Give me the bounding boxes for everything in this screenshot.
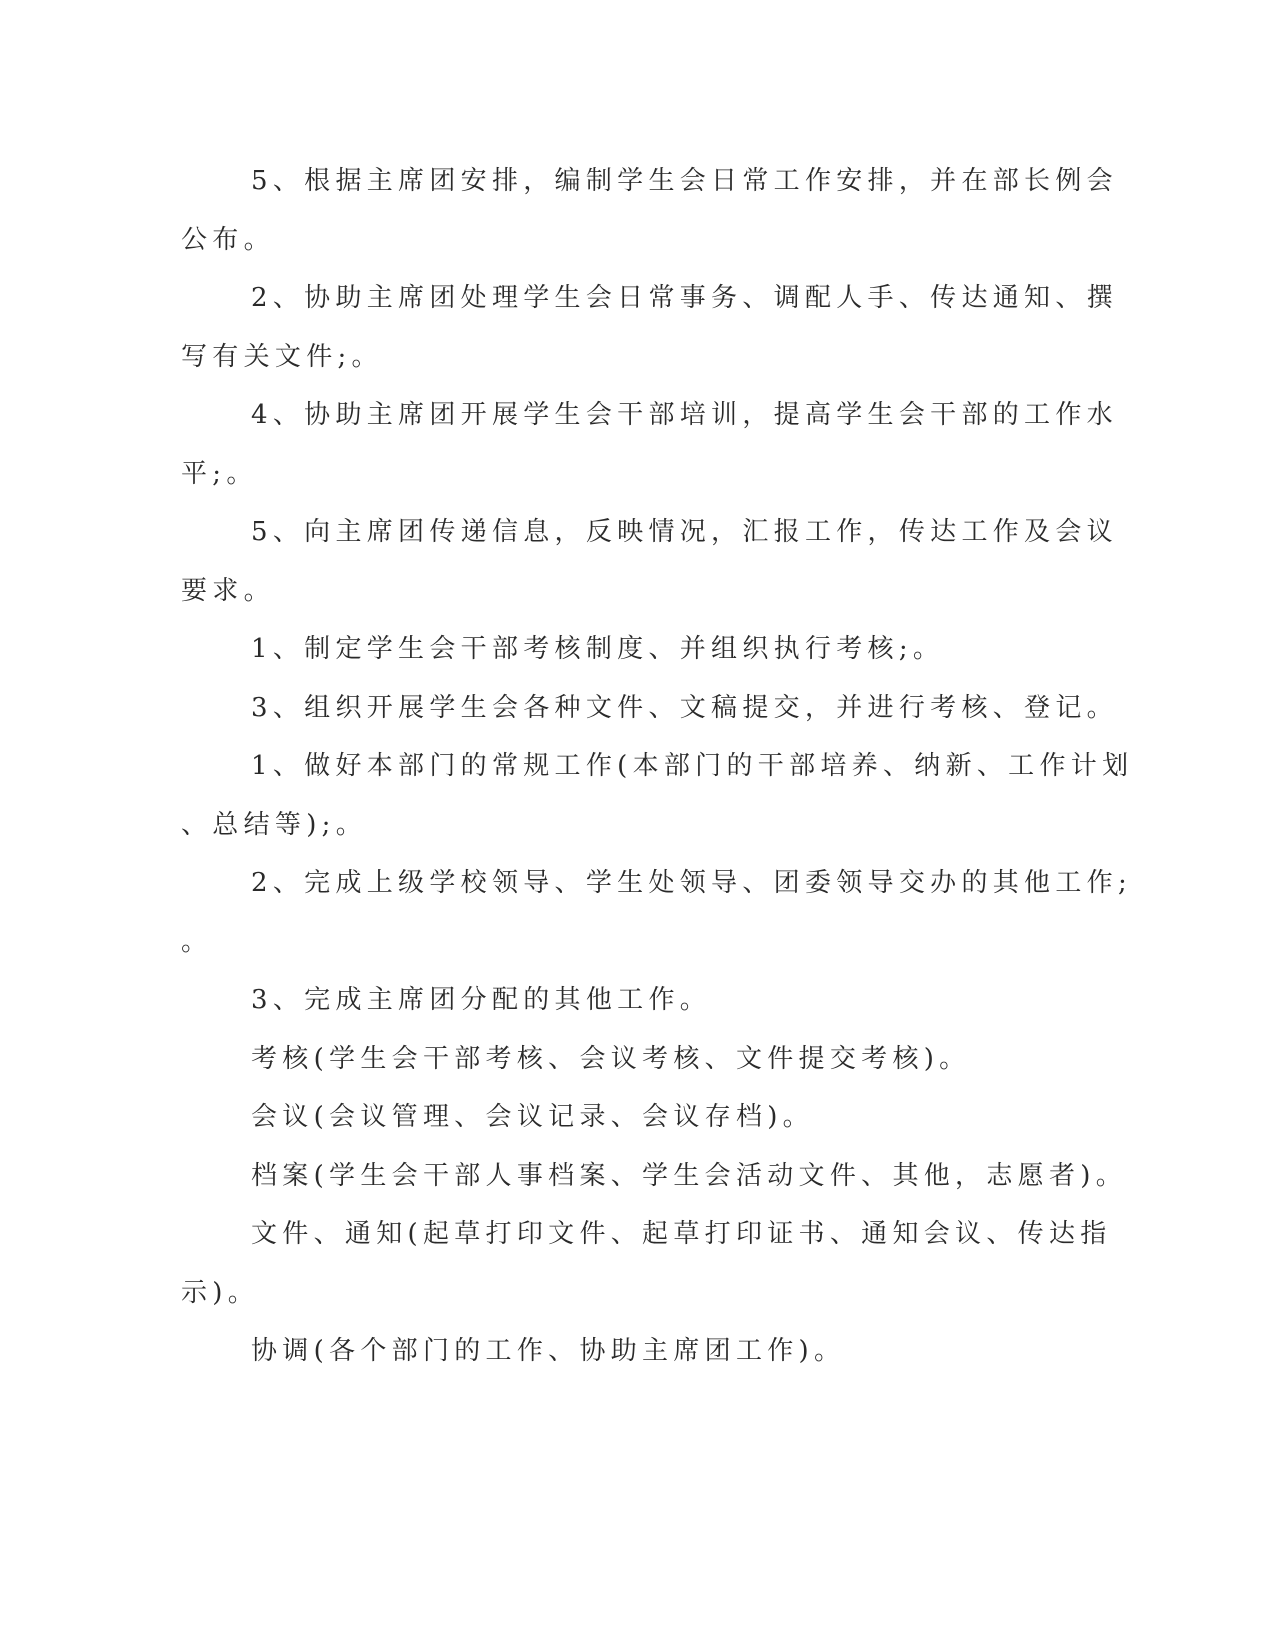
paragraph-line: 2、协助主席团处理学生会日常事务、调配人手、传达通知、撰	[251, 283, 1118, 313]
paragraph-line: 1、制定学生会干部考核制度、并组织执行考核;。	[251, 634, 945, 664]
paragraph-line: 考核(学生会干部考核、会议考核、文件提交考核)。	[251, 1043, 971, 1074]
paragraph-line: 示)。	[181, 1277, 260, 1308]
paragraph	[181, 620, 1061, 679]
paragraph	[181, 386, 1118, 503]
paragraph-line: 3、完成主席团分配的其他工作。	[251, 985, 712, 1015]
paragraph	[181, 679, 1118, 738]
paragraph	[181, 1205, 1112, 1322]
paragraph-line: 公布。	[181, 224, 275, 255]
paragraph-line: 3、组织开展学生会各种文件、文稿提交，并进行考核、登记。	[251, 692, 1118, 723]
paragraph-line: 会议(会议管理、会议记录、会议存档)。	[251, 1102, 814, 1132]
paragraph	[181, 854, 1133, 971]
paragraph	[181, 152, 1118, 269]
paragraph-line: 、总结等);。	[181, 809, 368, 840]
paragraph	[181, 737, 1134, 854]
paragraph	[181, 971, 1061, 1030]
paragraph-line: 2、完成上级学校领导、学生处领导、团委领导交办的其他工作;	[251, 868, 1133, 898]
paragraph-line: 协调(各个部门的工作、协助主席团工作)。	[251, 1336, 846, 1366]
paragraph	[181, 1088, 1061, 1147]
paragraph-line: 1、做好本部门的常规工作(本部门的干部培养、纳新、工作计划	[251, 751, 1134, 781]
paragraph	[181, 503, 1118, 620]
paragraph-line: 。	[181, 926, 213, 957]
paragraph	[181, 1322, 1061, 1381]
paragraph-line: 写有关文件;。	[181, 341, 383, 372]
paragraph-line: 平;。	[181, 458, 258, 489]
paragraph	[181, 1147, 1127, 1206]
paragraph	[181, 269, 1118, 386]
paragraph	[181, 1030, 1061, 1089]
document-body	[181, 152, 1134, 1381]
paragraph-line: 4、协助主席团开展学生会干部培训，提高学生会干部的工作水	[251, 400, 1118, 430]
paragraph-line: 5、向主席团传递信息，反映情况，汇报工作，传达工作及会议	[251, 517, 1118, 547]
paragraph-line: 档案(学生会干部人事档案、学生会活动文件、其他，志愿者)。	[251, 1160, 1127, 1191]
paragraph-line: 5、根据主席团安排，编制学生会日常工作安排，并在部长例会	[251, 166, 1118, 196]
paragraph-line: 文件、通知(起草打印文件、起草打印证书、通知会议、传达指	[251, 1219, 1112, 1249]
paragraph-line: 要求。	[181, 575, 275, 606]
